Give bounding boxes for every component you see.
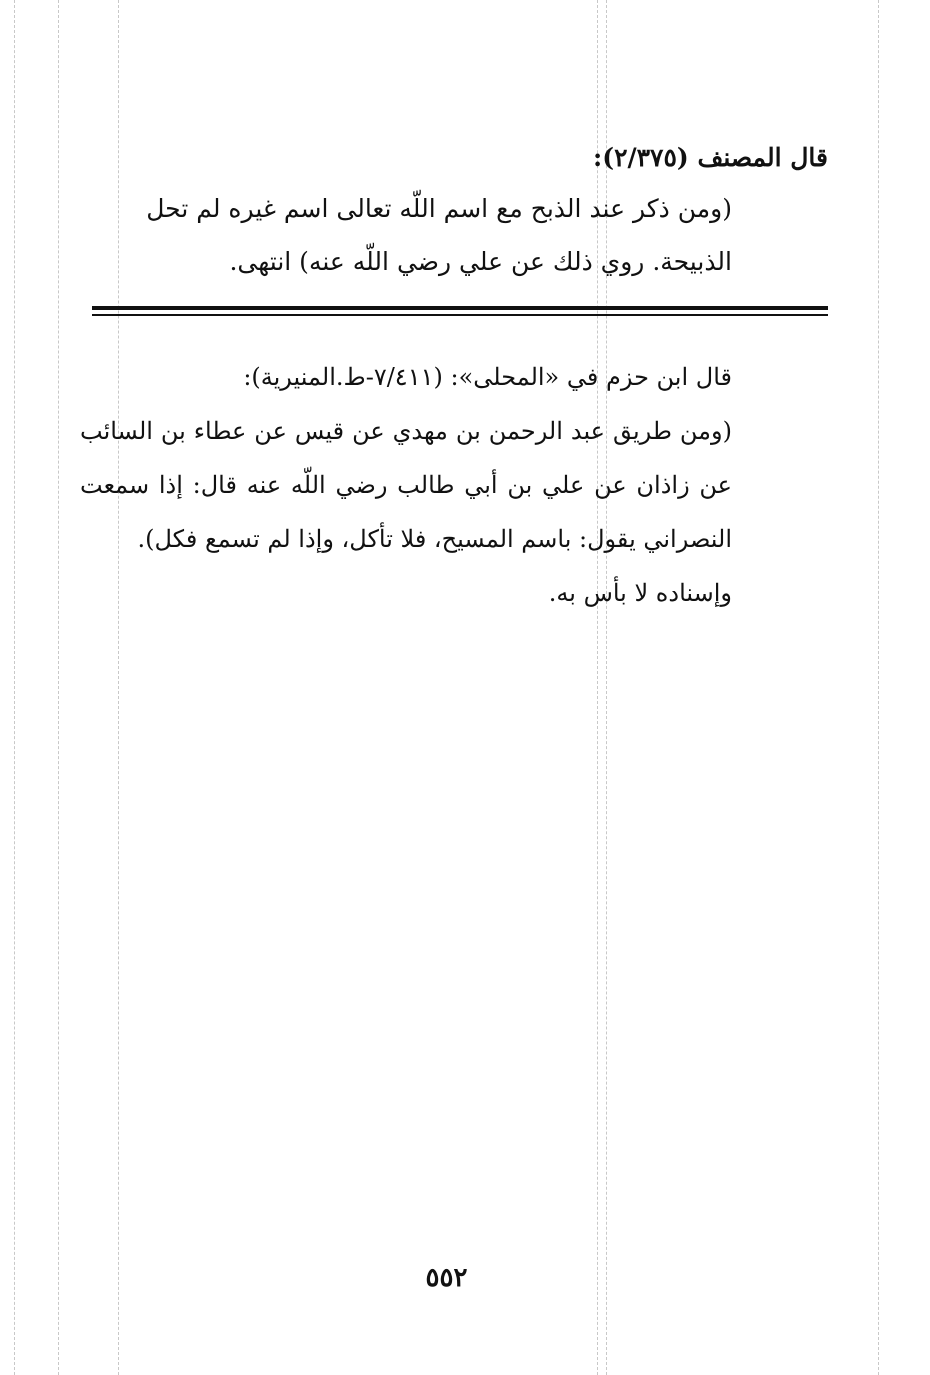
divider-thin-rule <box>92 314 828 316</box>
chain-verdict: وإسناده لا بأس به. <box>548 579 732 607</box>
source-citation: قال ابن حزم في «المحلى»: (٧/٤١١-ط.المنيرية): <box>243 363 732 391</box>
page-number: ٥٥٢ <box>425 1263 468 1293</box>
divider-thick-rule <box>92 306 828 310</box>
author-quote <box>80 182 732 288</box>
quote-line: (ومن ذكر عند الذبح مع اسم اللّه تعالى اسم غيره لم تحل <box>146 194 732 223</box>
scan-guide-line <box>878 0 879 1375</box>
section-heading: قال المصنف (٢/٣٧٥): <box>593 143 828 172</box>
book-page <box>80 0 828 1375</box>
quote-line: الذبيحة. روي ذلك عن علي رضي اللّه عنه) انتهى. <box>229 247 732 276</box>
scan-guide-line <box>14 0 15 1375</box>
scan-guide-line <box>58 0 59 1375</box>
section-divider <box>92 306 828 317</box>
commentary-block <box>80 350 732 620</box>
narration-text: (ومن طريق عبد الرحمن بن مهدي عن قيس عن عطاء بن السائب عن زاذان عن علي بن أبي طالب رضي اللّه عنه قال: إذا سمعت النصراني يقول: باسم المسيح، فلا تأكل، وإذا لم تسمع فكل). <box>80 417 732 553</box>
